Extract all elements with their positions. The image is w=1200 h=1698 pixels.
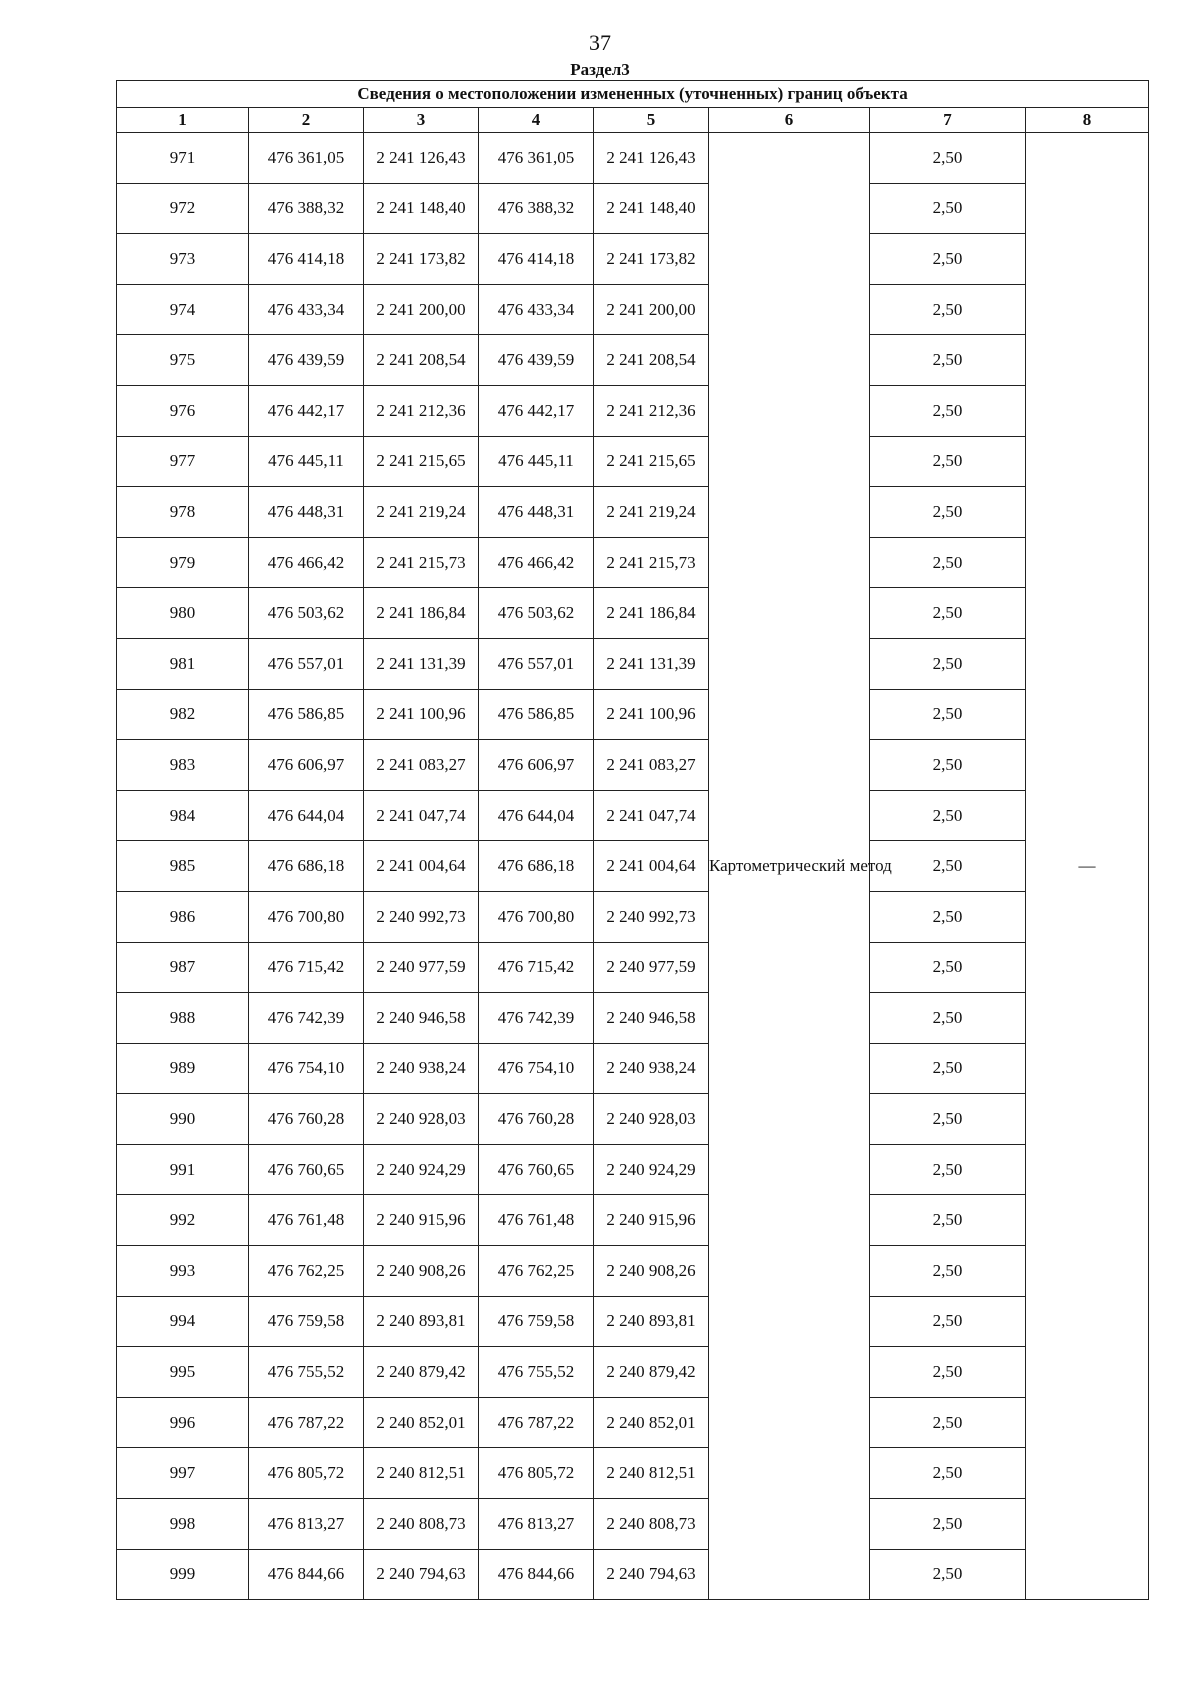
table-row	[117, 284, 1149, 335]
accuracy-cell: 2,50	[870, 537, 1026, 588]
table-row	[117, 385, 1149, 436]
x-new-cell: 476 433,34	[479, 284, 594, 335]
accuracy-cell: 2,50	[870, 284, 1026, 335]
y-new-cell: 2 241 215,73	[594, 537, 709, 588]
x-existing-cell: 476 586,85	[249, 689, 364, 740]
table-row	[117, 1296, 1149, 1347]
table-row	[117, 1144, 1149, 1195]
point-number-cell: 989	[117, 1043, 249, 1094]
x-existing-cell: 476 388,32	[249, 183, 364, 234]
x-existing-cell: 476 805,72	[249, 1448, 364, 1499]
x-new-cell: 476 760,28	[479, 1094, 594, 1145]
point-number-cell: 988	[117, 993, 249, 1044]
method-cell: Картометрический метод	[709, 133, 870, 1600]
x-new-cell: 476 700,80	[479, 891, 594, 942]
y-new-cell: 2 241 186,84	[594, 588, 709, 639]
y-existing-cell: 2 241 186,84	[364, 588, 479, 639]
y-existing-cell: 2 241 004,64	[364, 841, 479, 892]
table-row	[117, 436, 1149, 487]
table-row	[117, 1397, 1149, 1448]
point-number-cell: 981	[117, 638, 249, 689]
y-new-cell: 2 241 208,54	[594, 335, 709, 386]
table-row	[117, 1094, 1149, 1145]
column-header-4: 4	[479, 108, 594, 133]
y-existing-cell: 2 241 148,40	[364, 183, 479, 234]
x-new-cell: 476 442,17	[479, 385, 594, 436]
x-existing-cell: 476 759,58	[249, 1296, 364, 1347]
x-new-cell: 476 762,25	[479, 1246, 594, 1297]
y-existing-cell: 2 241 215,73	[364, 537, 479, 588]
y-existing-cell: 2 240 977,59	[364, 942, 479, 993]
note-cell: —	[1026, 133, 1149, 1600]
y-existing-cell: 2 241 215,65	[364, 436, 479, 487]
table-row	[117, 1448, 1149, 1499]
accuracy-cell: 2,50	[870, 1144, 1026, 1195]
accuracy-cell: 2,50	[870, 1043, 1026, 1094]
y-existing-cell: 2 240 879,42	[364, 1347, 479, 1398]
y-new-cell: 2 241 148,40	[594, 183, 709, 234]
x-existing-cell: 476 466,42	[249, 537, 364, 588]
x-new-cell: 476 503,62	[479, 588, 594, 639]
table-row	[117, 689, 1149, 740]
x-existing-cell: 476 414,18	[249, 234, 364, 285]
section-title: Раздел3	[570, 60, 630, 79]
point-number-cell: 992	[117, 1195, 249, 1246]
table-row	[117, 588, 1149, 639]
y-new-cell: 2 241 083,27	[594, 740, 709, 791]
table-row	[117, 537, 1149, 588]
table-row	[117, 183, 1149, 234]
point-number-cell: 994	[117, 1296, 249, 1347]
y-existing-cell: 2 240 893,81	[364, 1296, 479, 1347]
column-header-6: 6	[709, 108, 870, 133]
table-row	[117, 133, 1149, 184]
x-existing-cell: 476 787,22	[249, 1397, 364, 1448]
y-new-cell: 2 240 924,29	[594, 1144, 709, 1195]
point-number-cell: 990	[117, 1094, 249, 1145]
x-existing-cell: 476 503,62	[249, 588, 364, 639]
x-new-cell: 476 742,39	[479, 993, 594, 1044]
x-new-cell: 476 755,52	[479, 1347, 594, 1398]
accuracy-cell: 2,50	[870, 740, 1026, 791]
y-new-cell: 2 241 215,65	[594, 436, 709, 487]
accuracy-cell: 2,50	[870, 891, 1026, 942]
accuracy-cell: 2,50	[870, 1448, 1026, 1499]
table-row	[117, 790, 1149, 841]
x-existing-cell: 476 755,52	[249, 1347, 364, 1398]
y-new-cell: 2 241 100,96	[594, 689, 709, 740]
y-new-cell: 2 240 928,03	[594, 1094, 709, 1145]
y-new-cell: 2 240 812,51	[594, 1448, 709, 1499]
page-number: 37	[589, 30, 611, 55]
x-existing-cell: 476 644,04	[249, 790, 364, 841]
point-number-cell: 986	[117, 891, 249, 942]
point-number-cell: 996	[117, 1397, 249, 1448]
x-existing-cell: 476 813,27	[249, 1499, 364, 1550]
y-new-cell: 2 240 852,01	[594, 1397, 709, 1448]
column-number-header-row	[117, 108, 1149, 133]
accuracy-cell: 2,50	[870, 335, 1026, 386]
accuracy-cell: 2,50	[870, 133, 1026, 184]
table-row	[117, 841, 1149, 892]
point-number-cell: 991	[117, 1144, 249, 1195]
point-number-cell: 999	[117, 1549, 249, 1600]
y-existing-cell: 2 240 915,96	[364, 1195, 479, 1246]
accuracy-cell: 2,50	[870, 183, 1026, 234]
y-existing-cell: 2 241 219,24	[364, 487, 479, 538]
y-existing-cell: 2 240 992,73	[364, 891, 479, 942]
y-existing-cell: 2 241 131,39	[364, 638, 479, 689]
x-new-cell: 476 361,05	[479, 133, 594, 184]
point-number-cell: 974	[117, 284, 249, 335]
point-number-cell: 977	[117, 436, 249, 487]
table-row	[117, 487, 1149, 538]
y-new-cell: 2 241 212,36	[594, 385, 709, 436]
y-new-cell: 2 240 977,59	[594, 942, 709, 993]
x-new-cell: 476 754,10	[479, 1043, 594, 1094]
y-existing-cell: 2 240 852,01	[364, 1397, 479, 1448]
point-number-cell: 975	[117, 335, 249, 386]
x-existing-cell: 476 760,65	[249, 1144, 364, 1195]
y-new-cell: 2 240 893,81	[594, 1296, 709, 1347]
column-header-2: 2	[249, 108, 364, 133]
x-existing-cell: 476 742,39	[249, 993, 364, 1044]
y-new-cell: 2 241 131,39	[594, 638, 709, 689]
y-new-cell: 2 240 992,73	[594, 891, 709, 942]
y-new-cell: 2 241 004,64	[594, 841, 709, 892]
y-new-cell: 2 240 938,24	[594, 1043, 709, 1094]
y-existing-cell: 2 240 928,03	[364, 1094, 479, 1145]
y-existing-cell: 2 240 924,29	[364, 1144, 479, 1195]
table-row	[117, 335, 1149, 386]
point-number-cell: 983	[117, 740, 249, 791]
boundary-coordinates-table	[116, 80, 1149, 1600]
y-existing-cell: 2 241 126,43	[364, 133, 479, 184]
table-row	[117, 234, 1149, 285]
y-new-cell: 2 241 047,74	[594, 790, 709, 841]
x-new-cell: 476 686,18	[479, 841, 594, 892]
table-row	[117, 1549, 1149, 1600]
accuracy-cell: 2,50	[870, 1246, 1026, 1297]
y-existing-cell: 2 241 212,36	[364, 385, 479, 436]
table-row	[117, 942, 1149, 993]
table-row	[117, 638, 1149, 689]
accuracy-cell: 2,50	[870, 487, 1026, 538]
x-existing-cell: 476 606,97	[249, 740, 364, 791]
table-row	[117, 993, 1149, 1044]
accuracy-cell: 2,50	[870, 1094, 1026, 1145]
x-new-cell: 476 388,32	[479, 183, 594, 234]
y-new-cell: 2 241 200,00	[594, 284, 709, 335]
point-number-cell: 984	[117, 790, 249, 841]
x-new-cell: 476 466,42	[479, 537, 594, 588]
accuracy-cell: 2,50	[870, 790, 1026, 841]
x-new-cell: 476 586,85	[479, 689, 594, 740]
y-existing-cell: 2 241 047,74	[364, 790, 479, 841]
point-number-cell: 997	[117, 1448, 249, 1499]
table-row	[117, 1347, 1149, 1398]
x-existing-cell: 476 445,11	[249, 436, 364, 487]
x-new-cell: 476 644,04	[479, 790, 594, 841]
x-new-cell: 476 805,72	[479, 1448, 594, 1499]
table-title: Сведения о местоположении измененных (уточненных) границ объекта	[117, 81, 1149, 108]
y-new-cell: 2 241 126,43	[594, 133, 709, 184]
accuracy-cell: 2,50	[870, 1549, 1026, 1600]
accuracy-cell: 2,50	[870, 1296, 1026, 1347]
x-existing-cell: 476 715,42	[249, 942, 364, 993]
x-new-cell: 476 761,48	[479, 1195, 594, 1246]
x-new-cell: 476 760,65	[479, 1144, 594, 1195]
point-number-cell: 976	[117, 385, 249, 436]
y-new-cell: 2 240 908,26	[594, 1246, 709, 1297]
x-new-cell: 476 448,31	[479, 487, 594, 538]
column-header-7: 7	[870, 108, 1026, 133]
y-existing-cell: 2 240 794,63	[364, 1549, 479, 1600]
table-row	[117, 1195, 1149, 1246]
y-existing-cell: 2 240 908,26	[364, 1246, 479, 1297]
table-body	[117, 133, 1149, 1600]
accuracy-cell: 2,50	[870, 638, 1026, 689]
accuracy-cell: 2,50	[870, 841, 1026, 892]
point-number-cell: 980	[117, 588, 249, 639]
x-new-cell: 476 445,11	[479, 436, 594, 487]
x-existing-cell: 476 557,01	[249, 638, 364, 689]
x-new-cell: 476 557,01	[479, 638, 594, 689]
y-existing-cell: 2 240 946,58	[364, 993, 479, 1044]
x-new-cell: 476 715,42	[479, 942, 594, 993]
accuracy-cell: 2,50	[870, 234, 1026, 285]
y-existing-cell: 2 241 173,82	[364, 234, 479, 285]
y-existing-cell: 2 241 083,27	[364, 740, 479, 791]
table-row	[117, 1246, 1149, 1297]
point-number-cell: 982	[117, 689, 249, 740]
y-existing-cell: 2 241 100,96	[364, 689, 479, 740]
table-row	[117, 1499, 1149, 1550]
y-new-cell: 2 241 219,24	[594, 487, 709, 538]
y-new-cell: 2 240 794,63	[594, 1549, 709, 1600]
point-number-cell: 978	[117, 487, 249, 538]
y-existing-cell: 2 241 200,00	[364, 284, 479, 335]
point-number-cell: 972	[117, 183, 249, 234]
x-existing-cell: 476 433,34	[249, 284, 364, 335]
column-header-1: 1	[117, 108, 249, 133]
accuracy-cell: 2,50	[870, 1347, 1026, 1398]
x-new-cell: 476 759,58	[479, 1296, 594, 1347]
accuracy-cell: 2,50	[870, 588, 1026, 639]
accuracy-cell: 2,50	[870, 689, 1026, 740]
table-row	[117, 740, 1149, 791]
x-existing-cell: 476 448,31	[249, 487, 364, 538]
point-number-cell: 985	[117, 841, 249, 892]
accuracy-cell: 2,50	[870, 942, 1026, 993]
x-existing-cell: 476 761,48	[249, 1195, 364, 1246]
x-existing-cell: 476 760,28	[249, 1094, 364, 1145]
point-number-cell: 973	[117, 234, 249, 285]
x-existing-cell: 476 762,25	[249, 1246, 364, 1297]
x-existing-cell: 476 844,66	[249, 1549, 364, 1600]
y-existing-cell: 2 241 208,54	[364, 335, 479, 386]
accuracy-cell: 2,50	[870, 1499, 1026, 1550]
point-number-cell: 971	[117, 133, 249, 184]
accuracy-cell: 2,50	[870, 1195, 1026, 1246]
y-existing-cell: 2 240 812,51	[364, 1448, 479, 1499]
column-header-3: 3	[364, 108, 479, 133]
accuracy-cell: 2,50	[870, 993, 1026, 1044]
y-existing-cell: 2 240 808,73	[364, 1499, 479, 1550]
x-new-cell: 476 606,97	[479, 740, 594, 791]
x-existing-cell: 476 361,05	[249, 133, 364, 184]
x-existing-cell: 476 686,18	[249, 841, 364, 892]
y-new-cell: 2 240 915,96	[594, 1195, 709, 1246]
y-new-cell: 2 240 808,73	[594, 1499, 709, 1550]
x-new-cell: 476 813,27	[479, 1499, 594, 1550]
point-number-cell: 979	[117, 537, 249, 588]
column-header-5: 5	[594, 108, 709, 133]
y-existing-cell: 2 240 938,24	[364, 1043, 479, 1094]
y-new-cell: 2 241 173,82	[594, 234, 709, 285]
x-new-cell: 476 439,59	[479, 335, 594, 386]
x-new-cell: 476 844,66	[479, 1549, 594, 1600]
x-existing-cell: 476 439,59	[249, 335, 364, 386]
point-number-cell: 993	[117, 1246, 249, 1297]
point-number-cell: 987	[117, 942, 249, 993]
y-new-cell: 2 240 879,42	[594, 1347, 709, 1398]
x-new-cell: 476 414,18	[479, 234, 594, 285]
x-existing-cell: 476 442,17	[249, 385, 364, 436]
column-header-8: 8	[1026, 108, 1149, 133]
x-new-cell: 476 787,22	[479, 1397, 594, 1448]
table-row	[117, 891, 1149, 942]
accuracy-cell: 2,50	[870, 436, 1026, 487]
accuracy-cell: 2,50	[870, 385, 1026, 436]
table-row	[117, 1043, 1149, 1094]
y-new-cell: 2 240 946,58	[594, 993, 709, 1044]
accuracy-cell: 2,50	[870, 1397, 1026, 1448]
point-number-cell: 995	[117, 1347, 249, 1398]
point-number-cell: 998	[117, 1499, 249, 1550]
x-existing-cell: 476 700,80	[249, 891, 364, 942]
x-existing-cell: 476 754,10	[249, 1043, 364, 1094]
